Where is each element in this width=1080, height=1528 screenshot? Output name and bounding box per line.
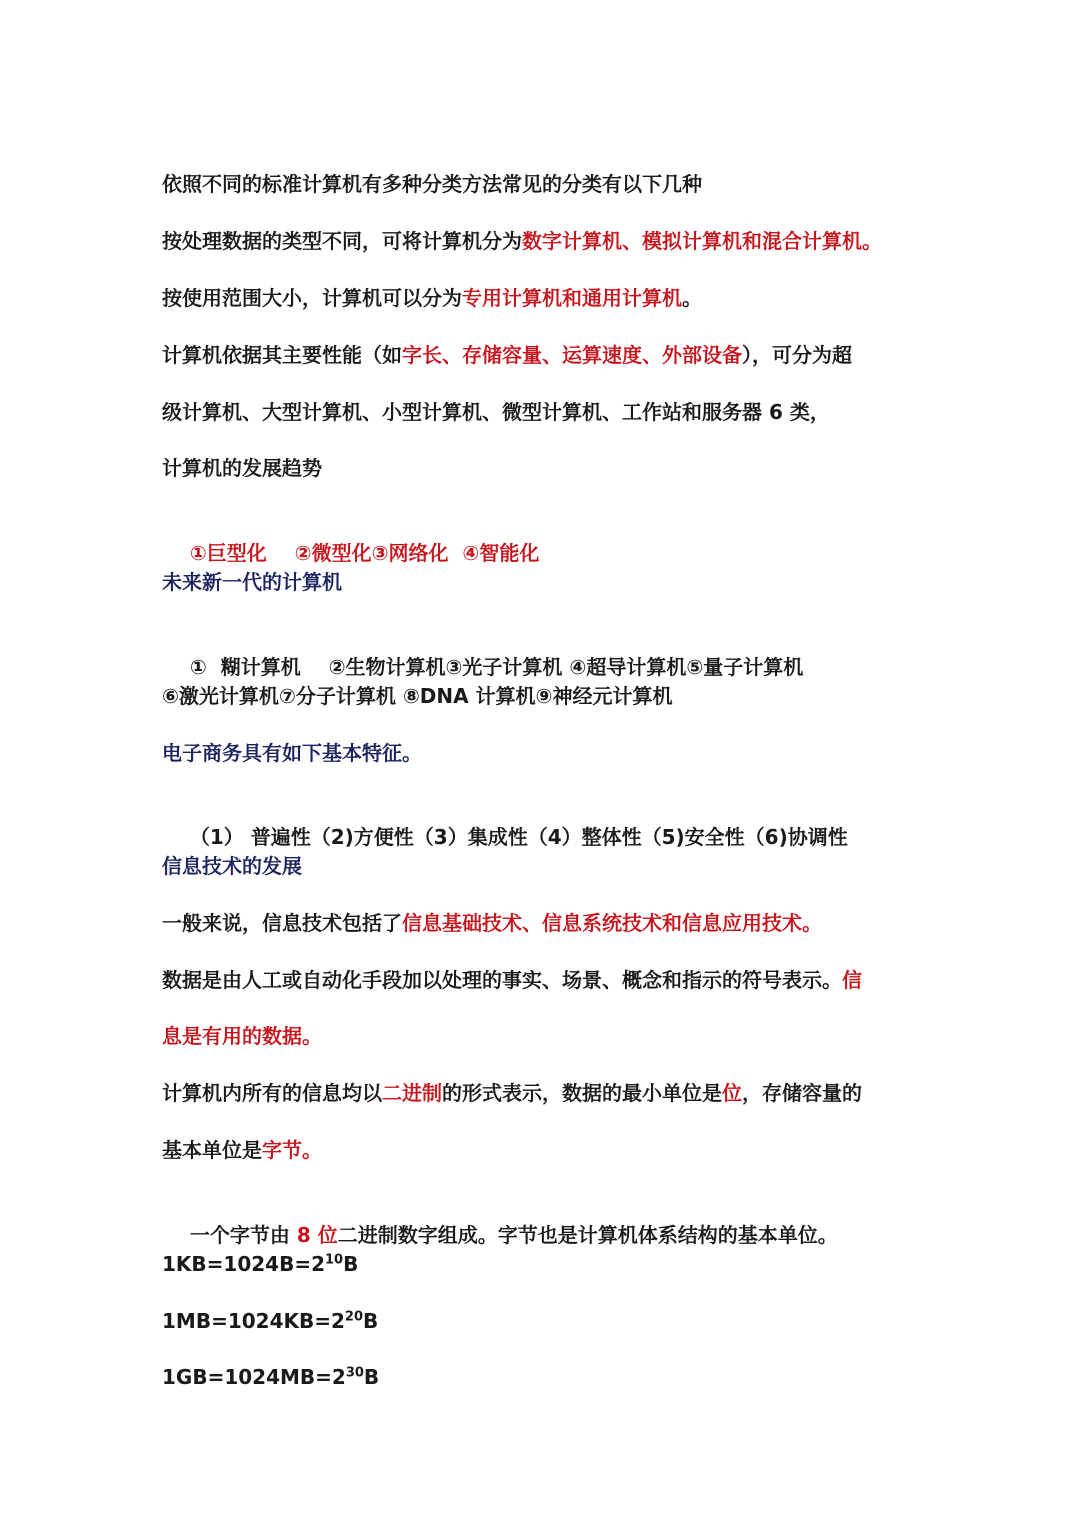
heading-text: 计算机的发展趋势 bbox=[162, 456, 322, 480]
text-segment: 基本单位是 bbox=[162, 1138, 262, 1162]
intro-line bbox=[162, 170, 932, 198]
formula-unit: B bbox=[363, 1309, 379, 1333]
text-segment: ，存储容量的 bbox=[742, 1081, 862, 1105]
text-segment: 数据是由人工或自动化手段加以处理的事实、场景、概念和指示的符号表示。 bbox=[162, 968, 842, 992]
text-segment: （1） 普遍性（2)方便性（3）集成性（4）整体性（5)安全性（6)协调性 bbox=[189, 825, 848, 849]
highlight-segment: 二进制 bbox=[382, 1081, 442, 1105]
text-segment: 级计算机、大型计算机、小型计算机、微型计算机、工作站和服务器 6 类， bbox=[162, 400, 830, 424]
classification-by-scope bbox=[162, 284, 932, 312]
future-computers-list-2 bbox=[162, 682, 932, 710]
formula-base: 1GB=1024MB=2 bbox=[162, 1365, 346, 1389]
text-segment: 按处理数据的类型不同，可将计算机分为 bbox=[162, 229, 522, 253]
intro-text: 依照不同的标准计算机有多种分类方法常见的分类有以下几种 bbox=[162, 172, 702, 196]
highlight-segment: 字节。 bbox=[262, 1138, 322, 1162]
classification-by-performance-cont bbox=[162, 398, 932, 426]
it-components-line bbox=[162, 909, 932, 937]
highlight-segment: 8 位 bbox=[296, 1223, 338, 1247]
trend-heading bbox=[162, 454, 932, 482]
future-computers-heading bbox=[162, 568, 932, 596]
highlight-segment: 信息基础技术、信息系统技术和信息应用技术。 bbox=[402, 911, 822, 935]
formula-exponent: 10 bbox=[325, 1252, 344, 1268]
it-development-heading bbox=[162, 852, 932, 880]
text-segment: 按使用范围大小，计算机可以分为 bbox=[162, 286, 462, 310]
text-segment: 一个字节由 bbox=[189, 1223, 297, 1247]
heading-text: 电子商务具有如下基本特征。 bbox=[162, 741, 422, 765]
text-segment: ），可分为超 bbox=[742, 343, 852, 367]
text-segment: 计算机依据其主要性能（如 bbox=[162, 343, 402, 367]
text-segment: 一般来说，信息技术包括了 bbox=[162, 911, 402, 935]
highlight-segment: 信 bbox=[842, 968, 862, 992]
mb-formula bbox=[162, 1307, 932, 1335]
formula-base: 1KB=1024B=2 bbox=[162, 1252, 325, 1276]
highlight-segment: 专用计算机和通用计算机 bbox=[462, 286, 682, 310]
data-definition-line bbox=[162, 966, 932, 994]
highlight-segment: 息是有用的数据。 bbox=[162, 1024, 322, 1048]
formula-exponent: 20 bbox=[344, 1309, 363, 1325]
binary-line-cont bbox=[162, 1136, 932, 1164]
kb-formula bbox=[162, 1250, 932, 1278]
formula-unit: B bbox=[363, 1365, 380, 1389]
highlight-segment: 位 bbox=[722, 1081, 742, 1105]
binary-line bbox=[162, 1079, 932, 1107]
text-segment: 二进制数字组成。字节也是计算机体系结构的基本单位。 bbox=[337, 1223, 838, 1247]
ecommerce-heading bbox=[162, 739, 932, 767]
heading-text: 信息技术的发展 bbox=[162, 854, 302, 878]
text-segment: 的形式表示，数据的最小单位是 bbox=[442, 1081, 722, 1105]
formula-base: 1MB=1024KB=2 bbox=[162, 1309, 345, 1333]
classification-by-data-type bbox=[162, 227, 932, 255]
highlight-segment: 数字计算机、模拟计算机和混合计算机。 bbox=[522, 229, 882, 253]
formula-exponent: 30 bbox=[345, 1365, 364, 1381]
text-segment: 计算机内所有的信息均以 bbox=[162, 1081, 382, 1105]
classification-by-performance bbox=[162, 341, 932, 369]
text-segment: ① 糊计算机 ②生物计算机③光子计算机 ④超导计算机⑤量子计算机 bbox=[189, 655, 804, 679]
gb-formula bbox=[162, 1363, 932, 1391]
highlight-segment: ①巨型化 ②微型化③网络化 ④智能化 bbox=[189, 541, 540, 565]
formula-unit: B bbox=[343, 1252, 359, 1276]
highlight-segment: 字长、存储容量、运算速度、外部设备 bbox=[402, 343, 742, 367]
data-definition-cont bbox=[162, 1022, 932, 1050]
heading-text: 未来新一代的计算机 bbox=[162, 570, 342, 594]
text-segment: ⑥激光计算机⑦分子计算机 ⑧DNA 计算机⑨神经元计算机 bbox=[162, 684, 673, 708]
text-segment: 。 bbox=[682, 286, 702, 310]
